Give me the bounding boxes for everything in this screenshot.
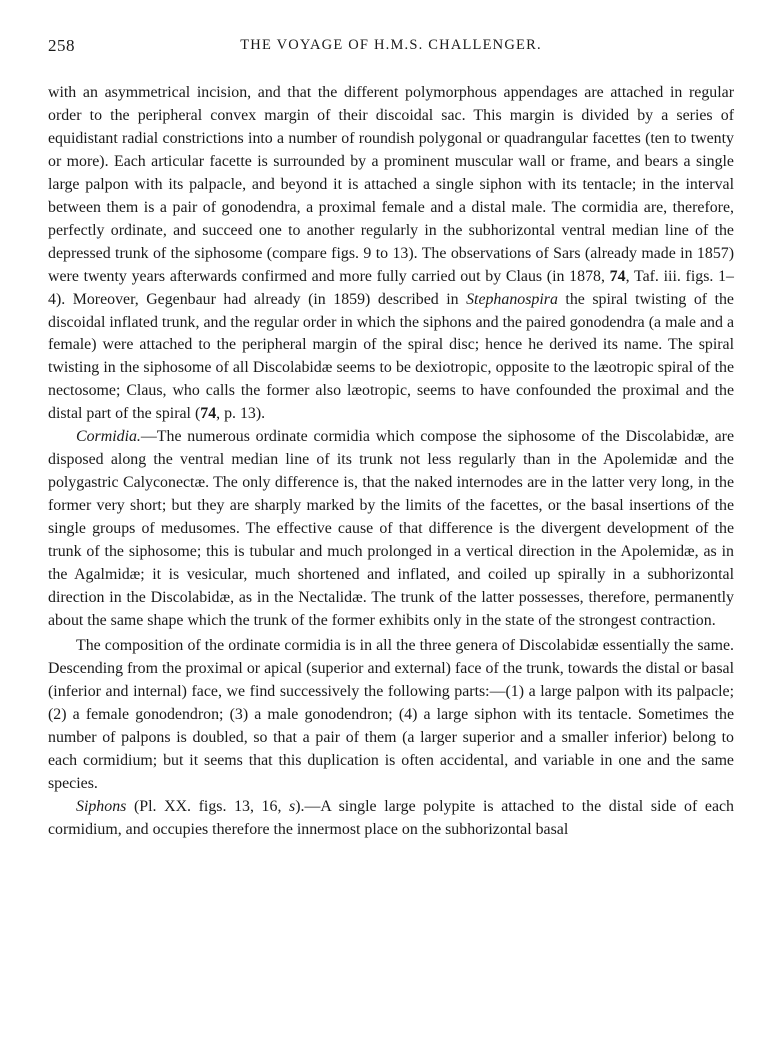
page-number: 258	[48, 36, 75, 55]
reference-number: 74	[609, 267, 626, 285]
running-title: THE VOYAGE OF H.M.S. CHALLENGER.	[240, 37, 542, 53]
paragraph-4-text: ).—A single large polypite is attached to the distal side of each cormidium, and occupies therefore the innermost place on the subhorizontal basal	[48, 797, 735, 838]
body-text	[48, 82, 734, 841]
section-heading-siphons: Siphons	[76, 797, 127, 815]
genus-name: Stephanospira	[466, 290, 558, 308]
paragraph-2-text: —The numerous ordinate cormidia which compose the siphosome of the Discolabidæ, are disposed along the ventral median line of its trunk not less regularly than in the Apolemidæ and the polygastric Calyconectæ. The only difference is, that the naked internodes are in the latter very long, in the former very short; but they are sharply marked by the limits of the facettes, or the basal insertions of the single groups of medusomes. The effective cause of that difference is the divergent development of the trunk of the siphosome; this is tubular and much prolonged in a vertical direction in the Apolemidæ, as in the Agalmidæ; it is vesicular, much shortened and inflated, and coiled up spirally in a subhorizontal direction in the Discolabidæ, as in the Nectalidæ. The trunk of the latter possesses, therefore, permanently about the same shape which the trunk of the former exhibits only in the state of the strongest contraction.	[48, 428, 734, 629]
paragraph-3	[48, 635, 734, 796]
paragraph-2	[48, 426, 734, 633]
paragraph-3-text: The composition of the ordinate cormidia is in all the three genera of Discolabidæ essentially the same. Descending from the proximal or apical (superior and external) face of the trunk, towards the distal or basal (inferior and internal) face, we find successively the following parts:—(1) a large palpon with its palpacle; (2) a female gonodendron; (3) a male gonodendron; (4) a large siphon with its tentacle. Sometimes the number of palpons is doubled, so that a pair of them (a larger superior and a smaller inferior) belong to each cormidium; but it seems that this duplication is often accidental, and variable in one and the same species.	[48, 636, 734, 792]
reference-number: 74	[200, 405, 217, 423]
page-header	[48, 36, 734, 60]
paragraph-1-part-a: with an asymmetrical incision, and that the different polymorphous appendages are attached in regular order to the peripheral convex margin of their discoidal sac. This margin is divided by a series of equidistant radial constrictions into a number of roundish polygonal or quadrangular facettes (ten to twenty or more). Each articular facette is surrounded by a prominent muscular wall or frame, and bears a single large palpon with its palpacle, and beyond it is attached a single siphon with its tentacle; in the interval between them is a pair of gonodendra, a proximal female and a distal male. The cormidia are, therefore, perfectly ordinate, and succeed one to another regularly in the subhorizontal ventral median line of the depressed trunk of the siphosome (compare figs. 9 to 13). The observations of Sars (already made in 1857) were twenty years afterwards confirmed and more fully carried out by Claus (in 1878,	[48, 84, 734, 285]
paragraph-1	[48, 82, 734, 426]
plate-reference: (Pl. XX. figs. 13, 16,	[126, 797, 290, 815]
figure-letter: s	[289, 797, 296, 815]
section-heading-cormidia: Cormidia.	[76, 428, 141, 446]
paragraph-1-part-b: , Taf. iii. figs. 1–4). Moreover, Gegenbaur had already (in 1859) described in	[48, 267, 734, 308]
paragraph-4	[48, 796, 734, 842]
paragraph-1-part-d: , p. 13).	[216, 405, 266, 423]
page	[48, 36, 734, 841]
paragraph-1-part-c: the spiral twisting of the discoidal inflated trunk, and the regular order in which the siphons and the paired gonodendra (a male and a female) were attached to the peripheral margin of the spiral disc; hence he derived its name. The spiral twisting in the siphosome of all Discolabidæ seems to be dexiotropic, opposite to the læotropic spiral of the nectosome; Claus, who calls the former also læotropic, seems to have confounded the proximal and the distal part of the spiral (	[48, 290, 734, 423]
